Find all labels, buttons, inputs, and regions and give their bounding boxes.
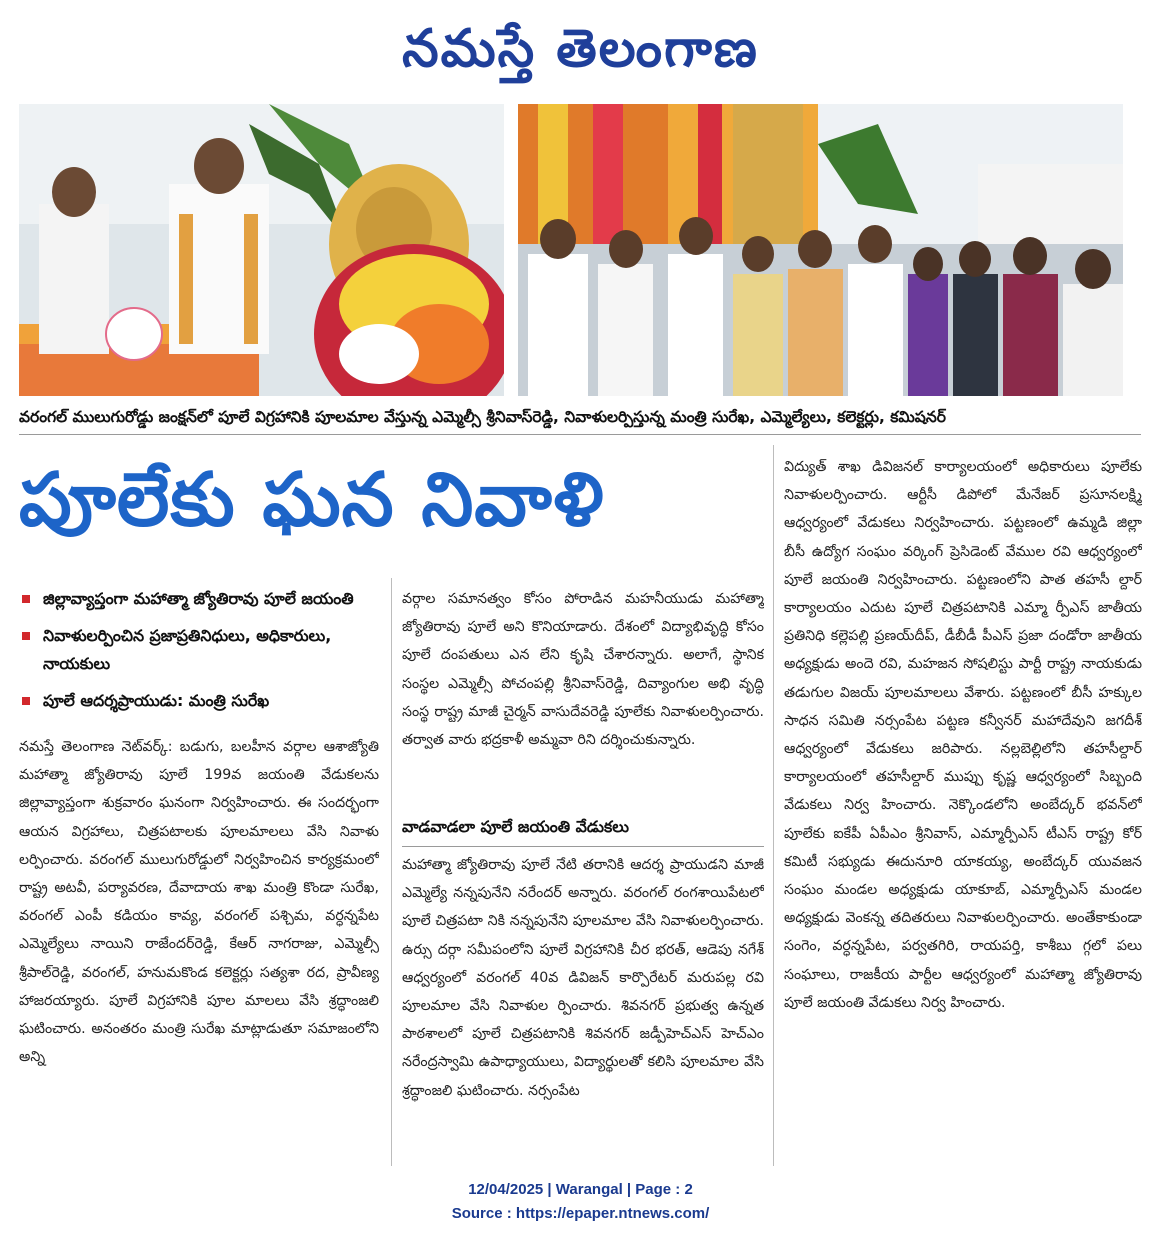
- article-paragraph: మహాత్మా జ్యోతిరావు పూలే నేటి తరానికి ఆదర్శ ప్రాయుడని మాజీ ఎమ్మెల్యే నన్నపునేని నరేందర్ అన్నారు. వరంగల్ రంగశాయిపేటలో పూలే చిత్రపటా నికి నన్నపునేని పూలమాల వేసి నివాళులర్పించారు. ఉర్సు దర్గా సమీపంలోని పూలే విగ్రహానికి చీర భరత్, ఆడెపు నగేశ్ ఆధ్వర్యంలో వరంగల్ 40వ డివిజన్ కార్పొరేటర్ మరుపల్ల రవి పూలమాల వేసి నివాళుల ర్పించారు. శివనగర్ ప్రభుత్వ ఉన్నత పాఠశాలలో పూలే చిత్రపటానికి శివనగర్ జడ్పీహెచ్‌ఎస్ హెచ్‌ఎం నరేంద్రస్వామి ఉపాధ్యాయులు, విద్యార్థులతో కలిసి పూలమాల వేసి శ్రద్ధాంజలి ఘటించారు. నర్సంపేట: [402, 857, 764, 1099]
- article-paragraph: విద్యుత్ శాఖ డివిజనల్ కార్యాలయంలో అధికారులు పూలేకు నివాళులర్పించారు. ఆర్టీసీ డిపోలో మేనేజర్ ప్రసూనలక్ష్మి ఆధ్వర్యంలో వేడుకలు నిర్వహించారు. పట్టణంలో ఉమ్మడి జిల్లా బీసీ ఉద్యోగ సంఘం వర్కింగ్ ప్రెసిడెంట్ వేముల రవి ఆధ్వర్యంలో పూలే జయంతి నిర్వహించారు. పట్టణంలోని పాత తహసీ ల్దార్ కార్యాలయం ఎదుట పూలే చిత్రపటానికి ఎమ్మా ర్పీఎస్ జాతీయ ప్రతినిధి కల్లెపల్లి ప్రణయ్‌దీప్, డీబీడీ పీఎస్ ప్రజా దండోరా జాతీయ అధ్యక్షుడు అందె రవి, మహజన సోషలిస్టు పార్టీ రాష్ట్ర నాయకుడు తడుగుల విజయ్ పూలమాలలు వేశారు. పట్టణంలో బీసీ హక్కుల సాధన సమితి నర్సంపేట పట్టణ కన్వీనర్ మహాదేవుని జగదీశ్ ఆధ్వర్యంలో వేడుకలు జరిపారు. నల్లబెల్లిలోని తహసీల్దార్ కార్యాలయంలో తహసీల్దార్ ముప్పు కృష్ణ ఆధ్వర్యంలో సిబ్బంది వేడుకలు నిర్వ హించారు. నెక్కొండలోని అంబేద్కర్ భవన్‌లో పూలేకు ఐకేపీ ఏపీఎం శ్రీనివాస్, ఎమ్మార్పీఎస్ టీఎస్ రాష్ట్ర కోర్ కమిటీ సభ్యుడు ఈదునూరి యాకయ్య, అంబేద్కర్ యువజన సంఘం మండల అధ్యక్షుడు యాకూబ్, ఎమ్మార్పీఎస్ మండల అధ్యక్షుడు వెంకన్న తదితరులు నివాళులర్పించారు. అంతేకాకుండా సంగెం, వర్ధన్నపేట, పర్వతగిరి, రాయపర్తి, కాశీబు గ్గలో పలు సంఘాలు, రాజకీయ పార్టీల ఆధ్వర్యంలో మహాత్మా జ్యోతిరావు పూలే జయంతి వేడుకలు నిర్వ హించారు.: [784, 459, 1142, 1011]
- source-link[interactable]: Source : https://epaper.ntnews.com/: [451, 1205, 710, 1222]
- photo-statue-garlanding: [19, 104, 504, 396]
- headline: పూలేకు ఘన నివాళి: [19, 457, 605, 543]
- highlight-text: నివాళులర్పించిన ప్రజాప్రతినిధులు, అధికారులు, నాయకులు: [43, 626, 332, 673]
- article-column-2-top: [402, 585, 764, 807]
- highlights-list: [19, 585, 381, 724]
- bullet-square-icon: [22, 697, 30, 705]
- highlight-text: జిల్లావ్యాప్తంగా మహాత్మా జ్యోతిరావు పూలే జయంతి: [43, 589, 354, 608]
- article-paragraph: నమస్తే తెలంగాణ నెట్‌వర్క్: బడుగు, బలహీన వర్గాల ఆశాజ్యోతి మహాత్మా జ్యోతిరావు పూలే 199వ జయంతి వేడుకలను జిల్లావ్యాప్తంగా శుక్రవారం ఘనంగా నిర్వహించారు. ఈ సందర్భంగా ఆయన విగ్రహాలు, చిత్రపటాలకు పూలమాలలు వేసి నివాళు లర్పించారు. వరంగల్ ములుగురోడ్డులో నిర్వహించిన కార్యక్రమంలో రాష్ట్ర అటవీ, పర్యావరణ, దేవాదాయ శాఖ మంత్రి కొండా సురేఖ, వరంగల్ ఎంపీ కడియం కావ్య, వరంగల్ పశ్చిమ, వర్ధన్నపేట ఎమ్మెల్యేలు నాయిని రాజేందర్‌రెడ్డి, కేఆర్ నాగరాజు, ఎమ్మెల్సీ శ్రీపాల్‌రెడ్డి, వరంగల్, హనుమకొండ కలెక్టర్లు సత్యశా రద, ప్రావీణ్య హాజరయ్యారు. పూలే విగ్రహానికి పూల మాలలు వేసి శ్రద్ధాంజలి ఘటించారు. అనంతరం మంత్రి సురేఖ మాట్లాడుతూ సమాజంలోని అన్ని: [19, 739, 379, 1066]
- highlight-item: [19, 687, 381, 715]
- caption-divider: [19, 434, 1141, 435]
- photo-group-at-statue: [518, 104, 1123, 396]
- article-subheading: వాడవాడలా పూలే జయంతి వేడుకలు: [402, 817, 629, 836]
- article-column-3: [784, 453, 1142, 1165]
- article-column-2-bottom: [402, 851, 764, 1165]
- bullet-square-icon: [22, 595, 30, 603]
- masthead-title: నమస్తే తెలంగాణ: [402, 19, 759, 79]
- article-paragraph: వర్గాల సమానత్వం కోసం పోరాడిన మహనీయుడు మహాత్మా జ్యోతిరావు పూలే అని కొనియాడారు. దేశంలో విద్యాభివృద్ధి కోసం పూలే దంపతులు ఎన లేని కృషి చేశారన్నారు. అలాగే, స్థానిక సంస్థల ఎమ్మెల్సీ పోచంపల్లి శ్రీనివాస్‌రెడ్డి, దివ్యాంగుల అభి వృద్ధి సంస్థ రాష్ట్ర మాజీ చైర్మన్ వాసుదేవరెడ్డి పూలేకు నివాళులర్పించారు. తర్వాత వారు భద్రకాళీ అమ్మవా రిని దర్శించుకున్నారు.: [402, 591, 764, 749]
- highlight-text: పూలే ఆదర్శప్రాయుడు: మంత్రి సురేఖ: [43, 691, 270, 710]
- photo-group-at-statue-image: [518, 104, 1123, 396]
- page-footer: [0, 1178, 1161, 1226]
- article-column-1: [19, 733, 379, 1165]
- highlight-item: [19, 622, 381, 678]
- bullet-square-icon: [22, 632, 30, 640]
- photo-statue-garlanding-image: [19, 104, 504, 396]
- edition-info: 12/04/2025 | Warangal | Page : 2: [468, 1181, 693, 1198]
- column-divider: [391, 578, 392, 1166]
- photo-caption: వరంగల్ ములుగురోడ్డు జంక్షన్‌లో పూలే విగ్రహానికి పూలమాల వేస్తున్న ఎమ్మెల్సీ శ్రీనివాస్‌రెడ్డి, నివాళులర్పిస్తున్న మంత్రి సురేఖ, ఎమ్మెల్యేలు, కలెక్టర్లు, కమిషనర్: [19, 408, 946, 426]
- highlight-item: [19, 585, 381, 613]
- column-divider: [773, 445, 774, 1166]
- subheading-divider: [402, 846, 764, 847]
